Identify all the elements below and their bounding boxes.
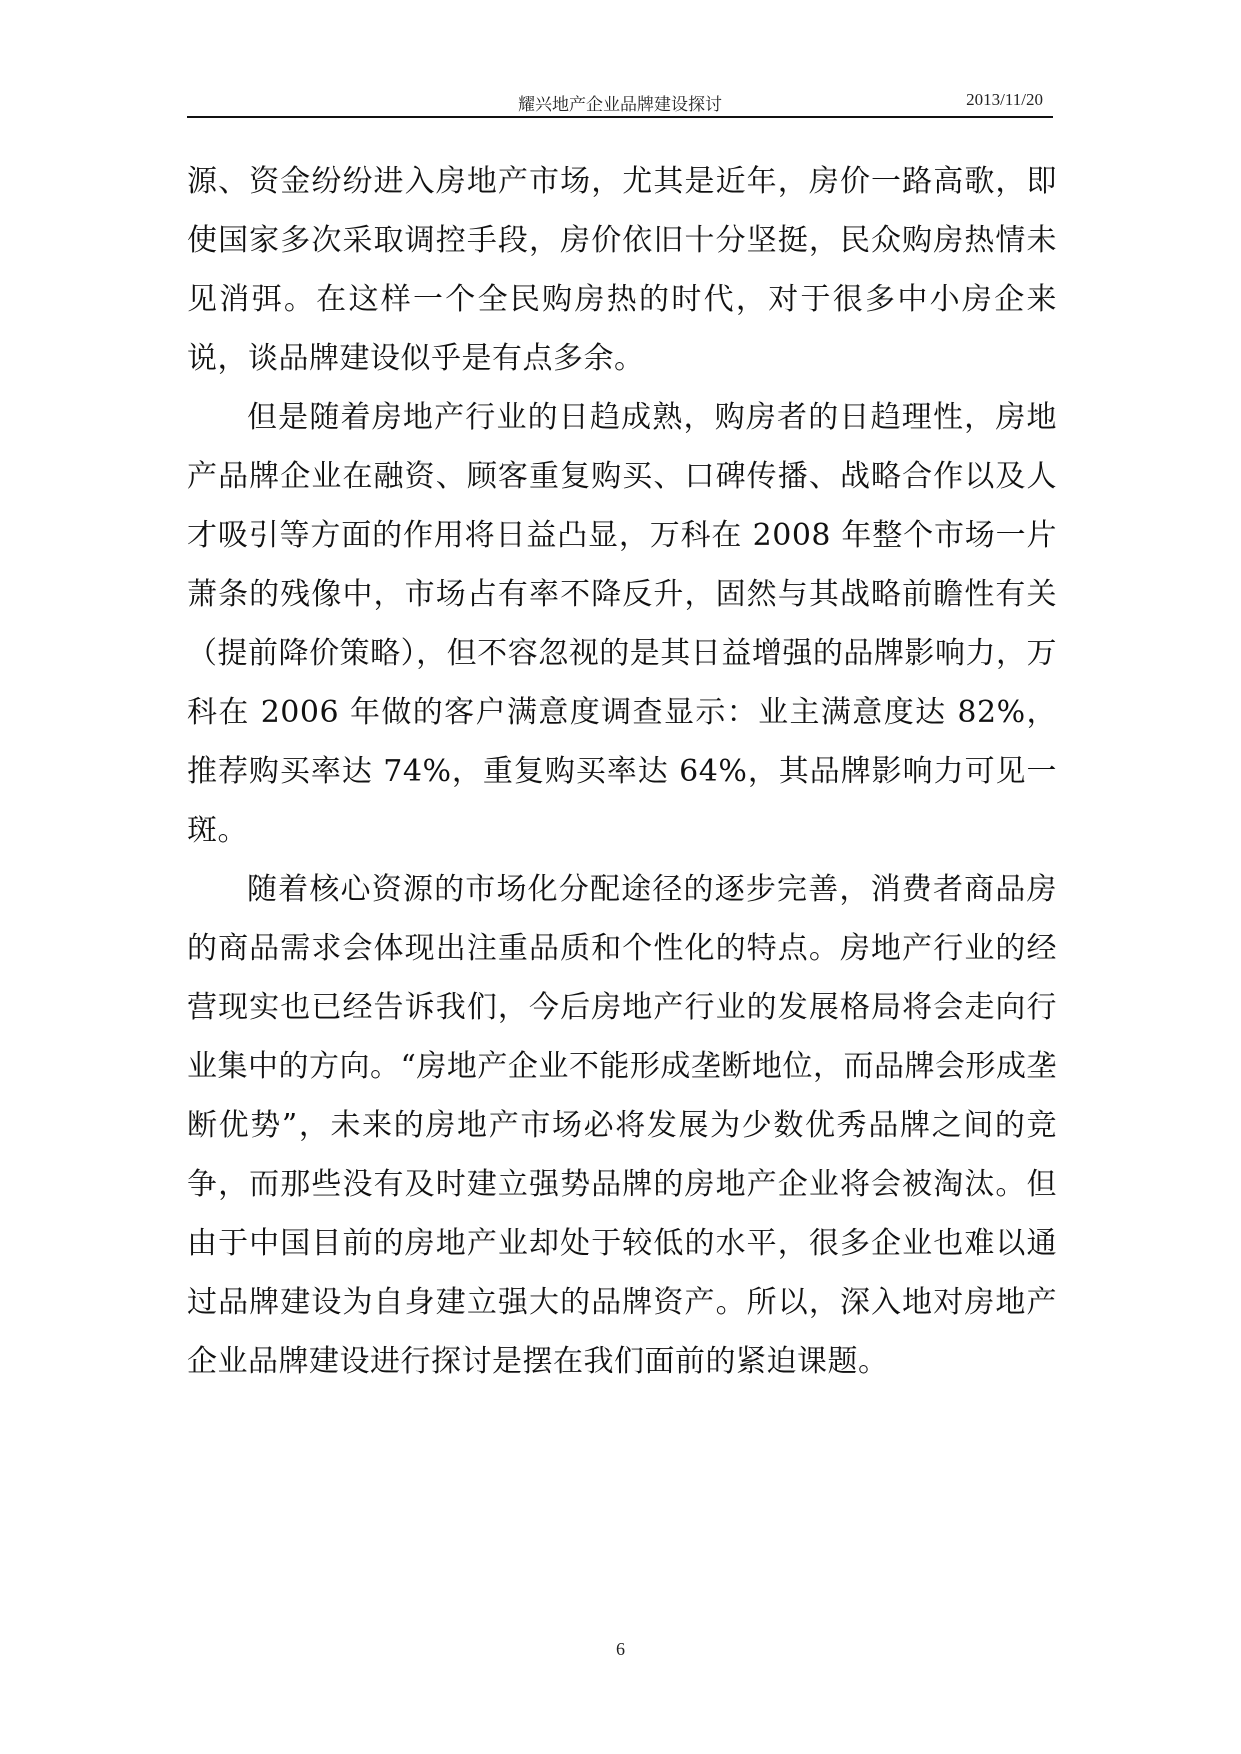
paragraph-1: 源、资金纷纷进入房地产市场，尤其是近年，房价一路高歌，即使国家多次采取调控手段，房价依旧十分坚挺，民众购房热情未见消弭。在这样一个全民购房热的时代，对于很多中小房企来说，谈品牌建设似乎是有点多余。 (187, 164, 1057, 376)
document-date: 2013/11/20 (966, 90, 1043, 109)
document-body (187, 152, 1057, 1391)
paragraph-3: 随着核心资源的市场化分配途径的逐步完善，消费者商品房的商品需求会体现出注重品质和个性化的特点。房地产行业的经营现实也已经告诉我们，今后房地产行业的发展格局将会走向行业集中的方向。“房地产企业不能形成垄断地位，而品牌会形成垄断优势”，未来的房地产市场必将发展为少数优秀品牌之间的竞争，而那些没有及时建立强势品牌的房地产企业将会被淘汰。但由于中国目前的房地产业却处于较低的水平，很多企业也难以通过品牌建设为自身建立强大的品牌资产。所以，深入地对房地产企业品牌建设进行探讨是摆在我们面前的紧迫课题。 (187, 872, 1057, 1379)
page-header (187, 88, 1053, 118)
page-number: 6 (616, 1639, 625, 1659)
document-title: 耀兴地产企业品牌建设探讨 (518, 95, 722, 114)
paragraph-2: 但是随着房地产行业的日趋成熟，购房者的日趋理性，房地产品牌企业在融资、顾客重复购买、口碑传播、战略合作以及人才吸引等方面的作用将日益凸显，万科在 2008 年整个市场一片萧条的残像中，市场占有率不降反升，固然与其战略前瞻性有关（提前降价策略），但不容忽视的是其日益增强的品牌影响力，万科在 2006 年做的客户满意度调查显示：业主满意度达 82%，推荐购买率达 74%，重复购买率达 64%，其品牌影响力可见一斑。 (187, 400, 1057, 848)
